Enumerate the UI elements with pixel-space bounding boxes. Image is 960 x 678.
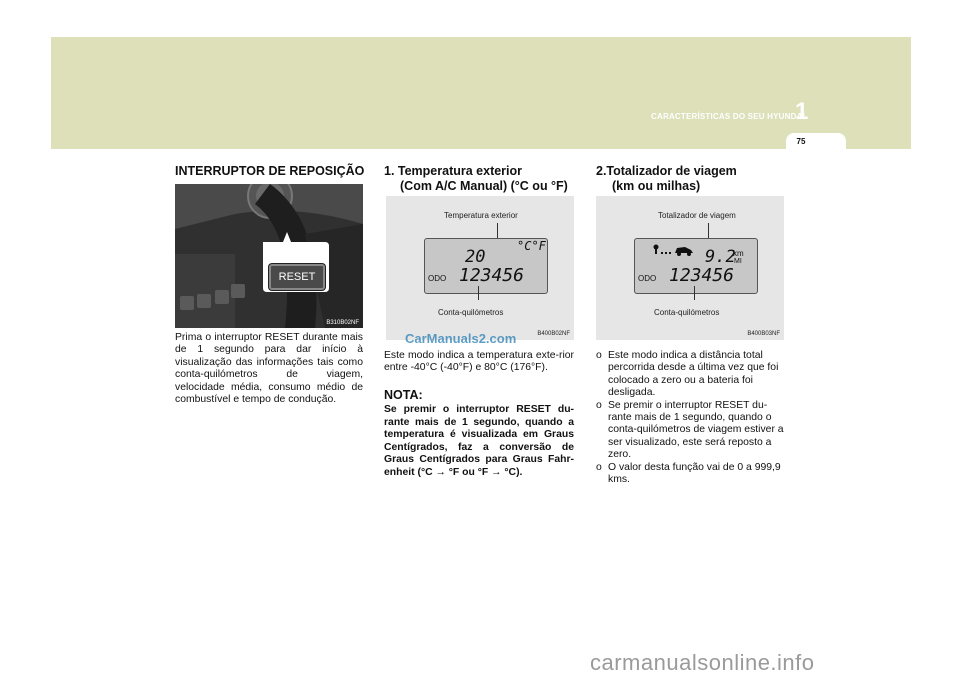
figure-code: B400B02NF: [537, 331, 570, 337]
figure-label-odometer: Conta-quilómetros: [654, 308, 720, 317]
watermark-carmanuals2: CarManuals2.com: [405, 331, 517, 346]
subsection-title-line2: (km ou milhas): [612, 179, 701, 193]
bullet-marker: o: [596, 350, 602, 361]
header-band: [51, 37, 911, 149]
bullet-text: O valor desta função vai de 0 a 999,9 kms.: [608, 461, 781, 486]
list-item: [596, 350, 784, 400]
car-trip-icon: [653, 243, 697, 257]
subsection-title-outside-temp: [384, 164, 568, 194]
lcd-odo-label: ODO: [638, 274, 657, 283]
trip-meter-bullet-list: [596, 350, 784, 486]
lcd-temp-value: 20: [465, 247, 486, 267]
list-item: [596, 462, 784, 487]
reset-button-illustration: [269, 264, 325, 290]
watermark-carmanualsonline: carmanualsonline.info: [590, 650, 815, 675]
reset-button-label: RESET: [278, 271, 316, 283]
figure-code: B400B03NF: [747, 331, 780, 337]
outside-temp-paragraph: Este modo indica a temperatura exte-rior entre -40°C (-40°F) e 80°C (176°F).: [384, 350, 574, 374]
list-item: [596, 400, 784, 462]
leader-line: [478, 286, 479, 300]
figure-label-trip-meter: Totalizador de viagem: [658, 211, 736, 220]
lcd-trip-value: 9.2: [705, 247, 736, 267]
trip-meter-display-figure: [596, 196, 784, 340]
section-title-reset-switch: INTERRUPTOR DE REPOSIÇÃO: [175, 164, 365, 178]
figure-label-odometer: Conta-quilómetros: [438, 308, 504, 317]
chapter-number: 1: [795, 98, 809, 125]
bullet-text: Este modo indica a distância total percorrida desde a última vez que foi colocado a zero ou a bateria foi desligada.: [608, 350, 779, 399]
reset-paragraph: Prima o interruptor RESET durante mais de 1 segundo para dar início à visualização das informações tais como conta-quilómetros de viagem, velocidade média, consumo médio de combustível e tempo de condução.: [175, 332, 363, 406]
lcd-unit-mi: MI: [734, 258, 742, 265]
lcd-display: [424, 238, 548, 294]
page-number: 75: [796, 137, 806, 146]
note-text: Se premir o interruptor RESET du-rante mais de 1 segundo, quando a temperatura é visualizada em Graus Centígrados, faz a conversão de Graus Centígrados para Graus Fahr-enheit (°C → °F ou °F → °C).: [384, 404, 574, 478]
lcd-odo-label: ODO: [428, 274, 447, 283]
lcd-temp-unit: °C°F: [517, 239, 546, 253]
figure-label-outside-temp: Temperatura exterior: [444, 211, 518, 220]
dashboard-photo-illustration: [175, 184, 363, 328]
lcd-unit-km: km: [733, 249, 744, 258]
lcd-odo-value: 123456: [459, 265, 525, 286]
chapter-label: CARACTERÍSTICAS DO SEU HYUNDAI: [650, 112, 805, 121]
figure-code: B310B02NF: [326, 320, 359, 326]
subsection-title-line1: 2.Totalizador de viagem: [596, 164, 737, 178]
subsection-title-trip-meter: [596, 164, 737, 194]
note-title: NOTA:: [384, 388, 423, 402]
reset-switch-photo: [175, 184, 363, 328]
bullet-text: Se premir o interruptor RESET du-rante mais de 1 segundo, quando o conta-quilómetros de viagem estiver a ser visualizado, este será reposto a zero.: [608, 399, 784, 461]
subsection-title-line1: 1. Temperatura exterior: [384, 164, 523, 178]
bullet-marker: o: [596, 399, 602, 411]
lcd-display: [634, 238, 758, 294]
bullet-marker: o: [596, 461, 602, 473]
leader-line: [694, 286, 695, 300]
lcd-odo-value: 123456: [669, 265, 735, 286]
subsection-title-line2: (Com A/C Manual) (°C ou °F): [400, 179, 568, 193]
outside-temp-display-figure: [386, 196, 574, 340]
